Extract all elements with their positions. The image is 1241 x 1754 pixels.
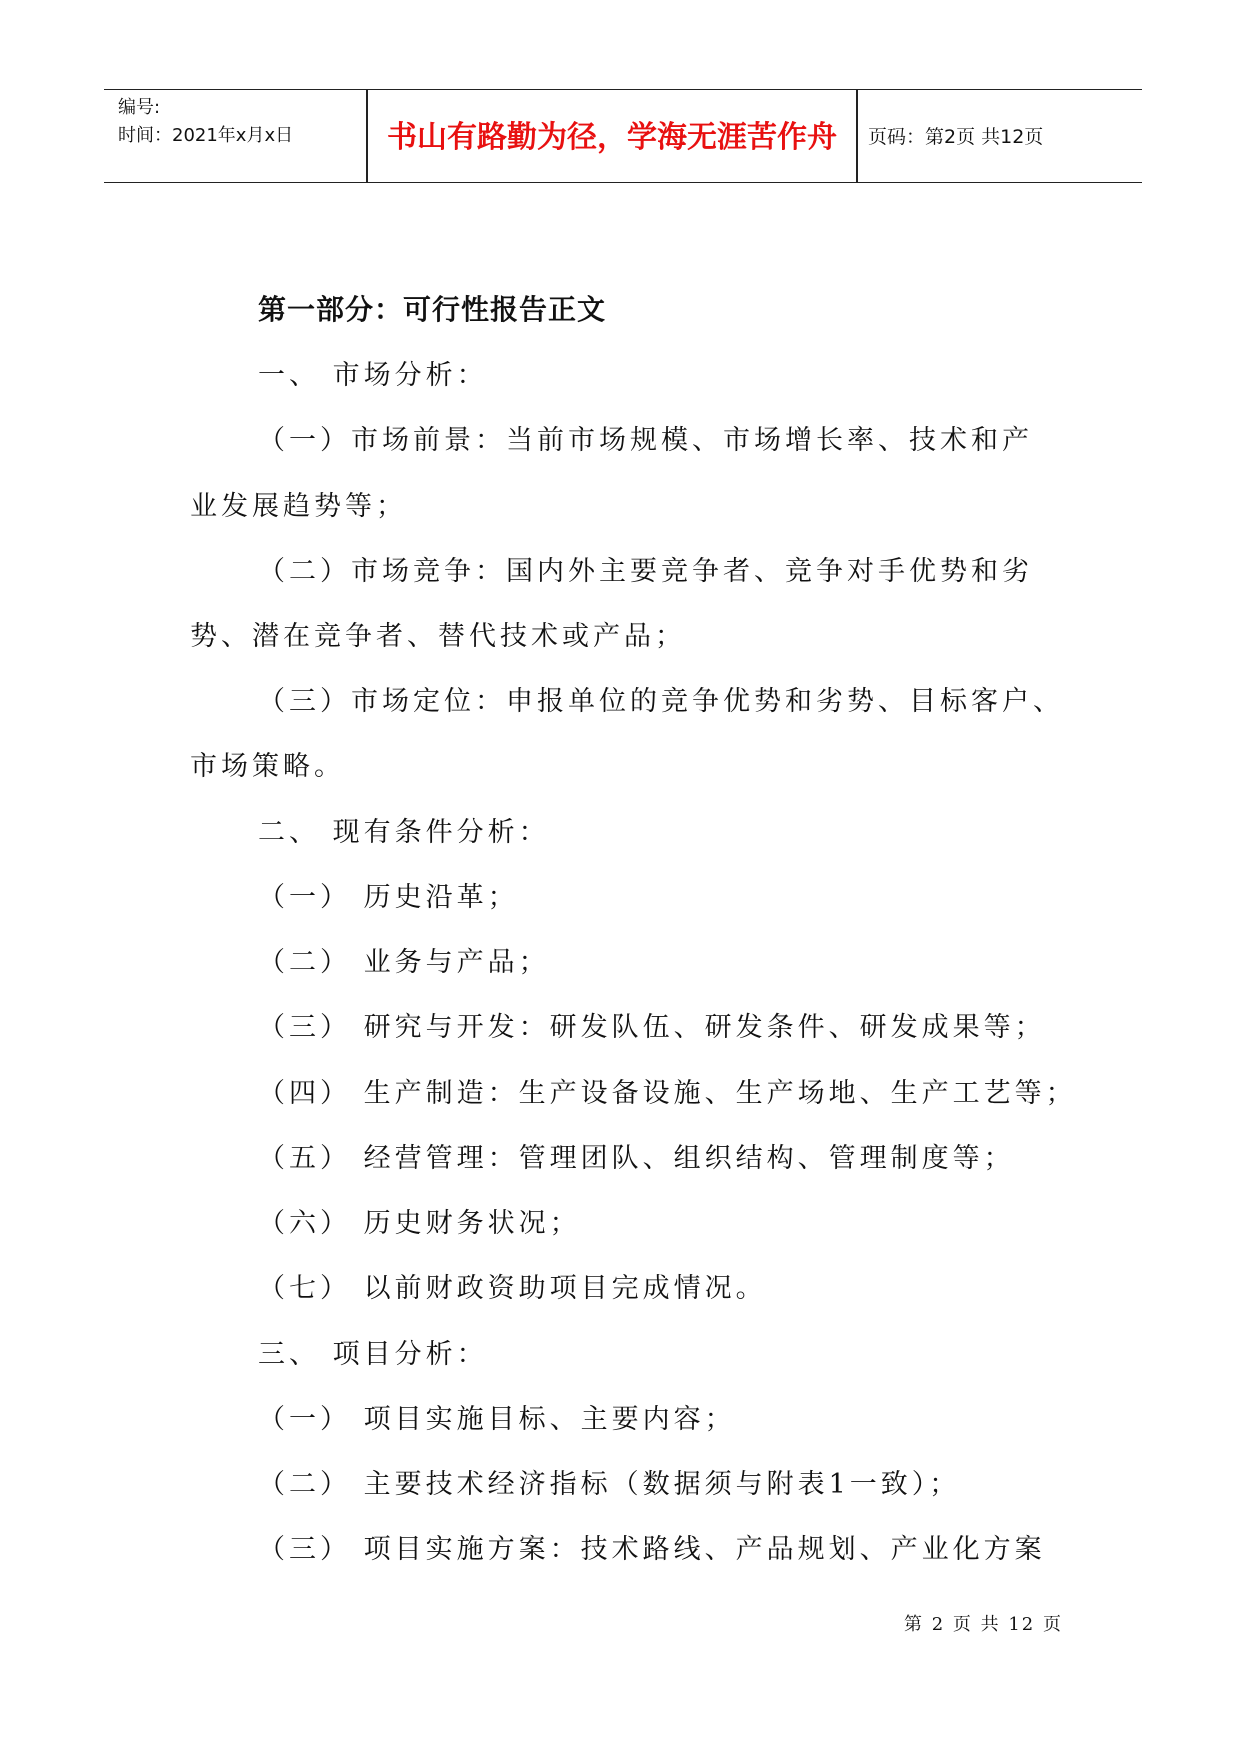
body-line: 业发展趋势等；	[190, 491, 407, 522]
body-line: 市场策略。	[190, 751, 345, 782]
document-time-label: 时间：2021年x月x日	[118, 125, 294, 146]
list-item: （四） 生产制造：生产设备设施、生产场地、生产工艺等；	[258, 1078, 1077, 1109]
header-divider-right	[856, 90, 858, 182]
heading-project-analysis: 三、 项目分析：	[258, 1339, 488, 1370]
list-item: （六） 历史财务状况；	[258, 1208, 581, 1239]
list-item: （二） 业务与产品；	[258, 947, 550, 978]
section-title: 第一部分：可行性报告正文	[258, 293, 607, 326]
list-item: （三） 研究与开发：研发队伍、研发条件、研发成果等；	[258, 1012, 1046, 1043]
list-item: （一） 历史沿革；	[258, 882, 519, 913]
body-line: （一）市场前景：当前市场规模、市场增长率、技术和产	[258, 425, 1033, 456]
body-line: （二）市场竞争：国内外主要竞争者、竞争对手优势和劣	[258, 556, 1033, 587]
page-footer: 第 2 页 共 12 页	[904, 1614, 1063, 1635]
body-line: 势、潜在竞争者、替代技术或产品；	[190, 621, 686, 652]
header-motto: 书山有路勤为径，学海无涯苦作舟	[387, 120, 837, 155]
list-item: （七） 以前财政资助项目完成情况。	[258, 1273, 767, 1304]
body-line: （三）市场定位：申报单位的竞争优势和劣势、目标客户、	[258, 686, 1064, 717]
header-page-info: 页码：第2页 共12页	[868, 126, 1044, 148]
header-meta	[118, 94, 293, 150]
document-header	[104, 89, 1142, 183]
list-item: （一） 项目实施目标、主要内容；	[258, 1404, 736, 1435]
document-number-label: 编号:	[118, 97, 161, 118]
heading-existing-conditions: 二、 现有条件分析：	[258, 817, 550, 848]
heading-market-analysis: 一、 市场分析：	[258, 360, 488, 391]
list-item: （三） 项目实施方案：技术路线、产品规划、产业化方案	[258, 1534, 1046, 1565]
list-item: （二） 主要技术经济指标（数据须与附表1一致）；	[258, 1469, 961, 1500]
list-item: （五） 经营管理：管理团队、组织结构、管理制度等；	[258, 1143, 1015, 1174]
